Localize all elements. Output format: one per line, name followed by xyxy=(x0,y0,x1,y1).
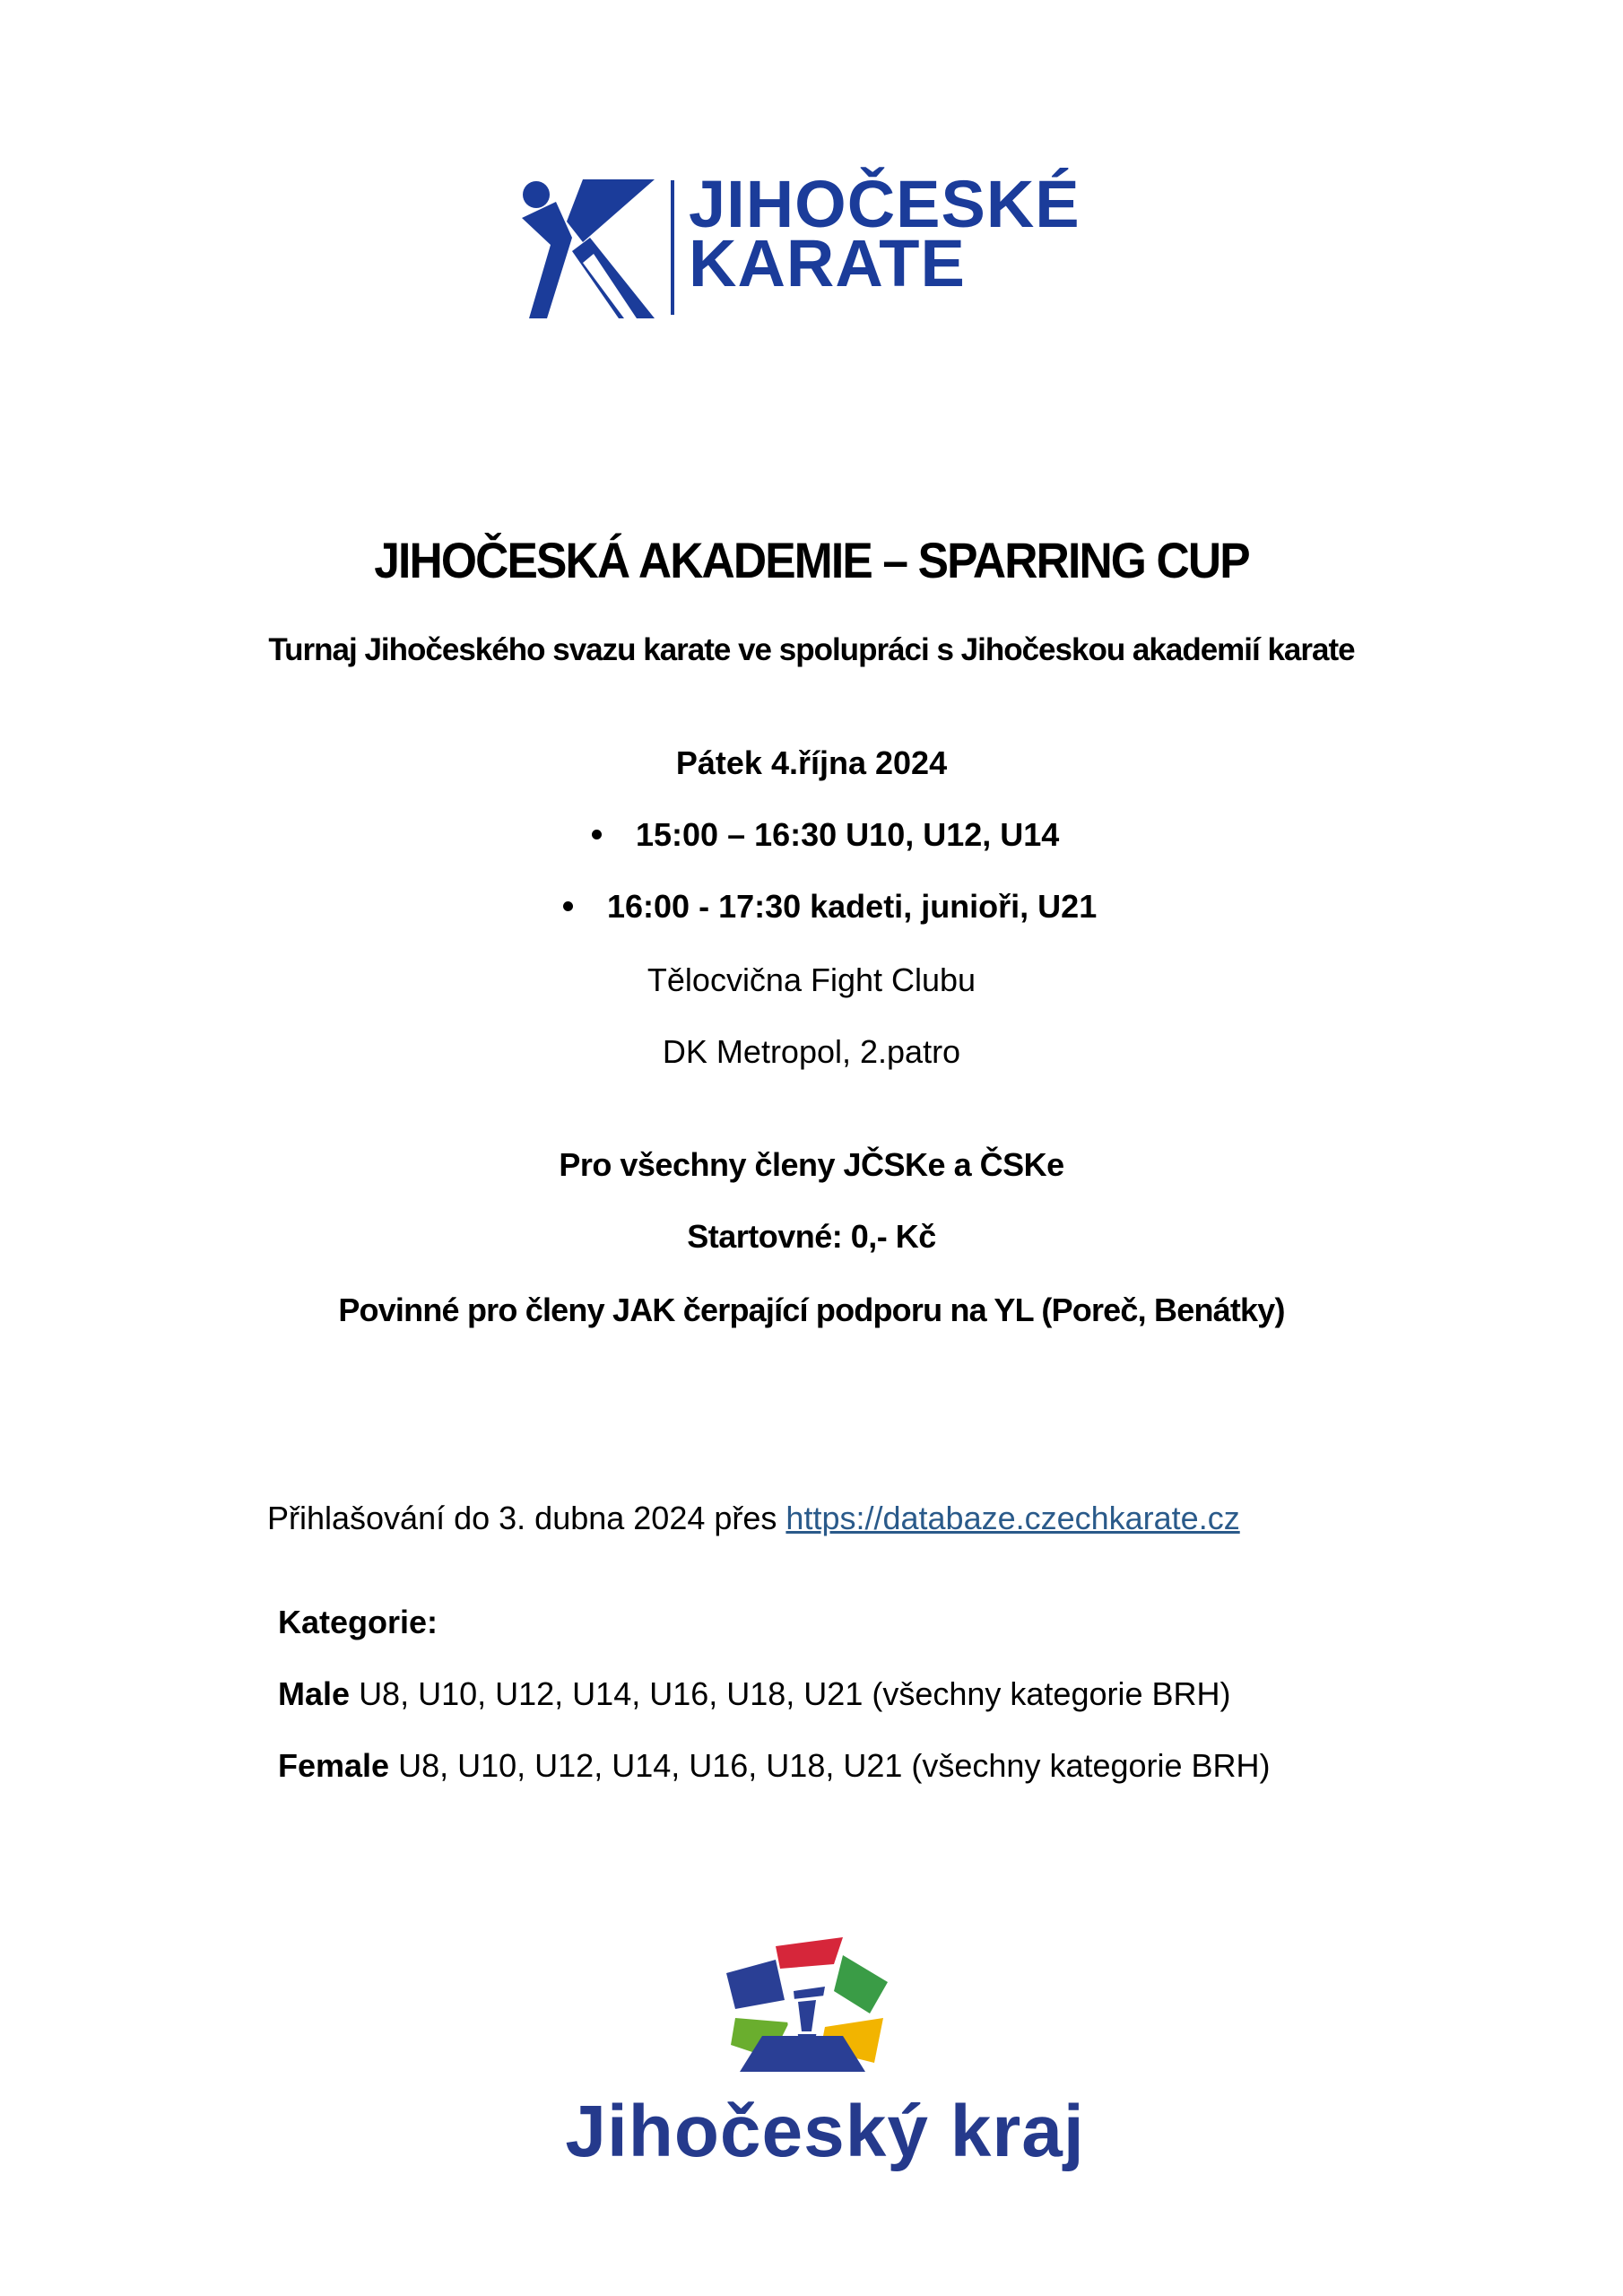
bullet-icon xyxy=(592,830,602,839)
bullet-icon xyxy=(563,901,573,911)
registration-text: Přihlašování do 3. dubna 2024 přes xyxy=(267,1500,777,1536)
fee-info: Startovné: 0,- Kč xyxy=(687,1218,936,1255)
schedule-text: 15:00 – 16:30 U10, U12, U14 xyxy=(636,816,1060,853)
registration-line xyxy=(267,1500,1240,1537)
schedule-item xyxy=(563,888,1097,926)
jihoceske-karate-logo xyxy=(520,167,1103,318)
logo-text xyxy=(689,167,1081,300)
category-male xyxy=(278,1675,1231,1713)
venue-line2: DK Metropol, 2.patro xyxy=(662,1033,961,1070)
male-label: Male xyxy=(278,1675,351,1712)
region-name: Jihočeský kraj xyxy=(565,2091,1085,2172)
categories-heading: Kategorie: xyxy=(278,1604,438,1640)
registration-link[interactable]: https://databaze.czechkarate.cz xyxy=(785,1500,1240,1536)
event-date: Pátek 4.října 2024 xyxy=(675,744,948,781)
region-emblem-icon xyxy=(708,1937,897,2076)
logo-line2: KARATE xyxy=(689,226,966,300)
logo-line1: JIHOČESKÉ xyxy=(689,167,1081,241)
category-female xyxy=(278,1747,1271,1785)
female-categories: U8, U10, U12, U14, U16, U18, U21 (všechny kategorie BRH) xyxy=(398,1747,1271,1784)
karate-figure-icon xyxy=(520,175,655,318)
mandatory-info: Povinné pro členy JAK čerpající podporu na YL (Poreč, Benátky) xyxy=(338,1292,1285,1328)
venue-line1: Tělocvična Fight Clubu xyxy=(647,961,976,998)
female-label: Female xyxy=(278,1747,390,1784)
subtitle: Turnaj Jihočeského svazu karate ve spolupráci s Jihočeskou akademií karate xyxy=(268,632,1355,667)
male-categories: U8, U10, U12, U14, U16, U18, U21 (všechny kategorie BRH) xyxy=(359,1675,1231,1712)
members-info: Pro všechny členy JČSKe a ČSKe xyxy=(559,1146,1064,1183)
schedule-item xyxy=(592,816,1059,854)
schedule-text: 16:00 - 17:30 kadeti, junioři, U21 xyxy=(607,888,1098,925)
page-title: JIHOČESKÁ AKADEMIE – SPARRING CUP xyxy=(374,532,1249,588)
logo-divider xyxy=(671,180,674,315)
jihocesky-kraj-logo xyxy=(556,1937,1094,2188)
